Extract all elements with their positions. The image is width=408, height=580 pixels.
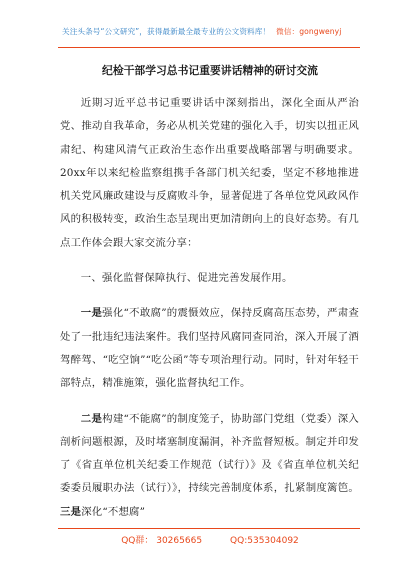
header-wechat-contact: 微信：gongwenyj xyxy=(276,27,342,36)
point-one-text: 强化“不敢腐”的震慑效应，保持反腐高压态势，严肃查处了一批违纪违法案件。我们坚持风腐同查同治，深入开展了酒驾醉驾、“吃空饷”“吃公函”等专项治理行动。同时，针对年轻干部特点，精准施策，强化监督执纪工作。 xyxy=(60,307,359,390)
point-two-paragraph xyxy=(60,408,359,524)
footer-contacts xyxy=(60,534,360,548)
document-body xyxy=(60,92,359,536)
point-three-text: 深化“不想腐” xyxy=(81,505,146,518)
section-heading: 一、强化监督保障执行、促进完善发展作用。 xyxy=(80,272,293,285)
footer-divider xyxy=(58,528,360,529)
footer-qq-number: QQ:535304092 xyxy=(230,536,299,546)
document-title: 纪检干部学习总书记重要讲话精神的研讨交流 xyxy=(102,64,318,77)
intro-paragraph: 近期习近平总书记重要讲话中深刻指出，深化全面从严治党、推动自我革命，务必从机关党建的强化入手，切实以扭正风肃纪、构建风清气正政治生态作出重要战略部署与明确要求。20xx年以来纪检监察组携手各部门机关纪委，坚定不移地推进机关党风廉政建设与反腐败斗争，显著促进了各单位党风政风作风的积极转变，政治生态呈现出更加清朗向上的良好态势。有几点工作体会跟大家交流分享： xyxy=(60,97,359,249)
point-one-paragraph xyxy=(60,302,359,395)
point-two-text: 构建“不能腐”的制度笼子，协助部门党组（党委）深入剖析问题根源，及时堵塞制度漏洞，补齐监督短板。制定并印发了《省直单位机关纪委工作规范（试行）》及《省直单位机关纪委委员履职办法（试行）》，持续完善制度体系，扎紧制度篱笆。 xyxy=(60,412,359,495)
header-banner xyxy=(62,24,362,39)
point-one-lead: 一是 xyxy=(80,307,103,320)
footer-qq-group: QQ群： 30265665 xyxy=(121,536,203,546)
point-two-lead: 二是 xyxy=(80,412,103,425)
point-three-lead: 三是 xyxy=(60,505,82,518)
header-banner-text: 关注头条号“公文研究”，获得最新最全最专业的公文资料库！ xyxy=(62,27,271,36)
header-divider xyxy=(58,47,360,48)
